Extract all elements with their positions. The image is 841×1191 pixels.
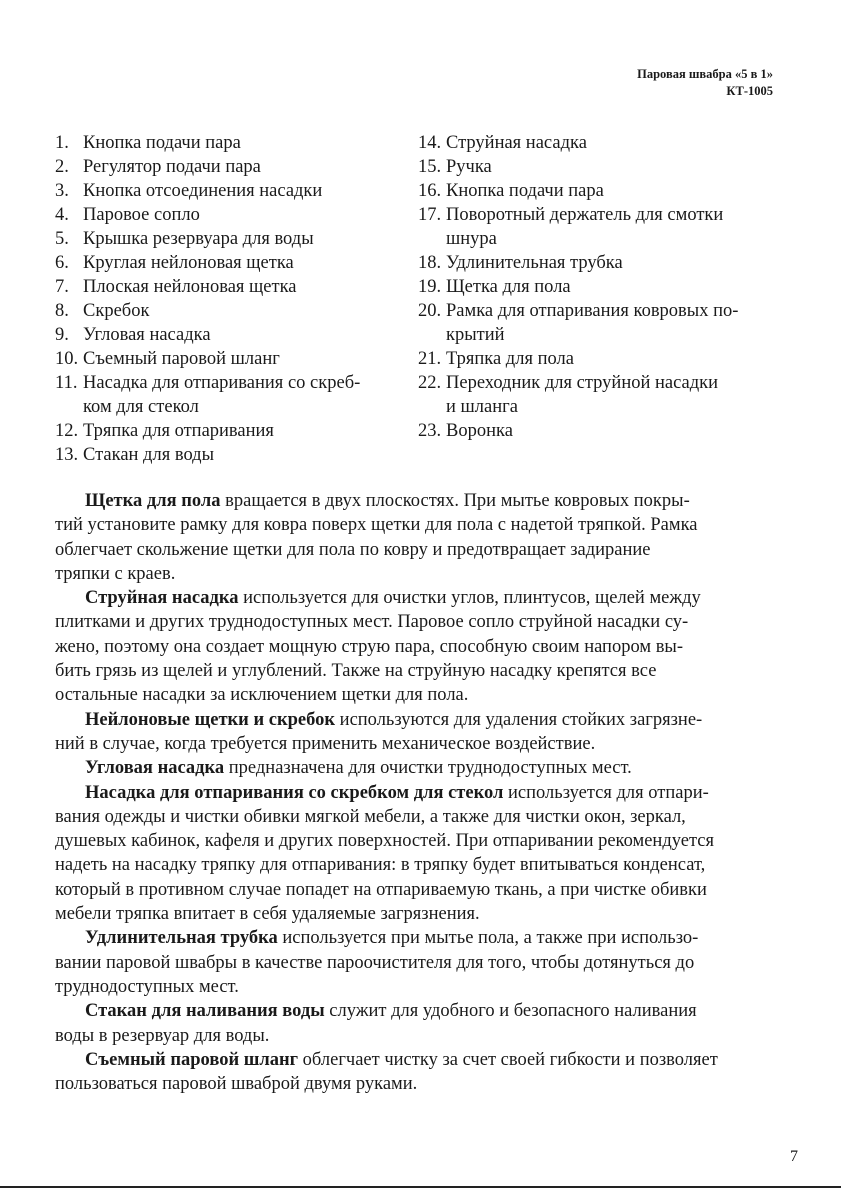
parts-list-item (418, 179, 778, 203)
paragraph-line: пользоваться паровой шваброй двумя руками. (55, 1074, 418, 1095)
paragraph (55, 756, 773, 780)
item-label-line: Кнопка подачи пара (446, 181, 604, 201)
header-title: Паровая швабра «5 в 1» (637, 67, 773, 81)
paragraph-line: который в противном случае попадет на отпариваемую ткань, а при чистке обивки (55, 879, 707, 900)
item-number: 3. (55, 181, 69, 201)
paragraph (55, 708, 773, 757)
item-number: 13. (55, 445, 79, 465)
item-number: 5. (55, 229, 69, 249)
paragraph-line: душевых кабинок, кафеля и других поверхностей. При отпаривании рекомендуется (55, 831, 714, 852)
item-number: 14. (418, 133, 442, 153)
paragraph-first-line (55, 756, 773, 780)
item-label-line: Стакан для воды (83, 445, 215, 465)
item-label (446, 275, 778, 299)
item-label-line: Ручка (446, 157, 492, 177)
paragraph-line: бить грязь из щелей и углублений. Также на струйную насадку крепятся все (55, 661, 657, 682)
paragraph-first-text: служит для удобного и безопасного наливания (324, 1001, 697, 1022)
item-number: 15. (418, 157, 442, 177)
item-number: 21. (418, 349, 442, 369)
item-label-line: Паровое сопло (83, 205, 200, 225)
item-label-line: Рамка для отпаривания ковровых по- (446, 301, 739, 321)
parts-list-item (55, 275, 395, 299)
item-label-line: Круглая нейлоновая щетка (83, 253, 294, 273)
item-label-line: Плоская нейлоновая щетка (83, 277, 297, 297)
item-label-line: Крышка резервуара для воды (83, 229, 314, 249)
item-number: 23. (418, 421, 442, 441)
item-label (446, 419, 778, 443)
item-label (83, 131, 395, 155)
item-label (83, 323, 395, 347)
item-number: 11. (55, 373, 78, 393)
parts-list-item (55, 347, 395, 371)
item-label (83, 371, 395, 419)
item-number: 19. (418, 277, 442, 297)
item-label (83, 443, 395, 467)
item-label (83, 347, 395, 371)
item-label (83, 275, 395, 299)
item-label (446, 347, 778, 371)
item-label-line: Насадка для отпаривания со скреб- (83, 373, 361, 393)
parts-list-item (55, 179, 395, 203)
header-model: КТ-1005 (726, 84, 773, 98)
parts-list-item (55, 203, 395, 227)
item-label-line: Кнопка подачи пара (83, 133, 241, 153)
parts-list-item (418, 131, 778, 155)
item-label-line: Угловая насадка (83, 325, 211, 345)
parts-list-item (418, 419, 778, 443)
parts-list-item (418, 347, 778, 371)
item-label-line: крытий (446, 325, 505, 345)
parts-list-item (55, 251, 395, 275)
paragraph-line: ний в случае, когда требуется применить механическое воздействие. (55, 733, 596, 754)
item-label (83, 155, 395, 179)
item-label (446, 131, 778, 155)
parts-list-item (55, 299, 395, 323)
paragraph-line: плитками и других труднодоступных мест. Паровое сопло струйной насадки су- (55, 612, 689, 633)
item-label (446, 299, 778, 347)
paragraph-first-line (55, 781, 773, 805)
parts-list-item (418, 299, 778, 347)
parts-list-item (55, 155, 395, 179)
item-label-line: Регулятор подачи пара (83, 157, 261, 177)
item-label (83, 251, 395, 275)
item-label (446, 251, 778, 275)
item-number: 2. (55, 157, 69, 177)
paragraph-line: жено, поэтому она создает мощную струю пара, способную своим напором вы- (55, 636, 684, 657)
parts-list-item (418, 155, 778, 179)
parts-list-item (55, 131, 395, 155)
description-text (55, 489, 773, 1096)
parts-list-item (55, 443, 395, 467)
item-label-line: Скребок (83, 301, 150, 321)
item-number: 8. (55, 301, 69, 321)
paragraph-first-text: облегчает чистку за счет своей гибкости и позволяет (298, 1049, 718, 1070)
parts-list-item (55, 371, 395, 419)
page-number: 7 (790, 1148, 798, 1165)
item-label (446, 155, 778, 179)
item-number: 7. (55, 277, 69, 297)
paragraph-lead: Насадка для отпаривания со скребком для стекол (85, 782, 504, 803)
item-number: 9. (55, 325, 69, 345)
paragraph-lead: Стакан для наливания воды (85, 1001, 325, 1022)
item-number: 17. (418, 205, 442, 225)
item-label-line: Кнопка отсоединения насадки (83, 181, 323, 201)
paragraph-first-text: используется для очистки углов, плинтусов, щелей между (238, 588, 701, 609)
item-label (83, 299, 395, 323)
item-label (83, 203, 395, 227)
paragraph-line: остальные насадки за исключением щетки для пола. (55, 685, 469, 706)
item-number: 10. (55, 349, 79, 369)
item-label-line: Поворотный держатель для смотки (446, 205, 724, 225)
item-label-line: Тряпка для пола (446, 349, 574, 369)
paragraph-line: мебели тряпка впитает в себя удаляемые загрязнения. (55, 904, 480, 925)
bottom-rule (0, 1186, 841, 1188)
parts-list-right (418, 131, 778, 443)
paragraph-first-line (55, 1048, 773, 1072)
item-label-line: Съемный паровой шланг (83, 349, 280, 369)
item-label (446, 371, 778, 419)
item-number: 22. (418, 373, 442, 393)
paragraph (55, 489, 773, 586)
item-label (83, 227, 395, 251)
paragraph (55, 781, 773, 927)
paragraph-lead: Струйная насадка (85, 588, 239, 609)
paragraph-first-line (55, 708, 773, 732)
item-label (83, 419, 395, 443)
item-label-line: Щетка для пола (446, 277, 571, 297)
parts-list-item (418, 371, 778, 419)
paragraph-lead: Угловая насадка (85, 758, 225, 779)
item-label-line: Удлинительная трубка (446, 253, 623, 273)
paragraph-lead: Нейлоновые щетки и скребок (85, 709, 336, 730)
paragraph-first-text: предназначена для очистки труднодоступных мест. (224, 758, 632, 779)
paragraph-first-line (55, 586, 773, 610)
paragraph-line: труднодоступных мест. (55, 976, 239, 997)
paragraph-first-text: используется при мытье пола, а также при использо- (277, 928, 699, 949)
item-number: 18. (418, 253, 442, 273)
item-number: 16. (418, 181, 442, 201)
paragraph-lead: Щетка для пола (85, 491, 221, 511)
item-label-line: Струйная насадка (446, 133, 587, 153)
item-label-line: шнура (446, 229, 497, 249)
paragraph (55, 1048, 773, 1097)
parts-list-item (418, 275, 778, 299)
paragraph-line: воды в резервуар для воды. (55, 1025, 270, 1046)
paragraph-line: надеть на насадку тряпку для отпаривания: в тряпку будет впитываться конденсат, (55, 855, 706, 876)
paragraph-line: тряпки с краев. (55, 563, 176, 584)
paragraph-line: тий установите рамку для ковра поверх щетки для пола с надетой тряпкой. Рамка (55, 515, 698, 536)
paragraph-line: вания одежды и чистки обивки мягкой мебели, а также для чистки окон, зеркал, (55, 806, 686, 827)
item-label-line: и шланга (446, 397, 518, 417)
parts-list-item (55, 419, 395, 443)
item-number: 1. (55, 133, 69, 153)
item-label-line: Воронка (446, 421, 513, 441)
paragraph (55, 926, 773, 999)
item-number: 4. (55, 205, 69, 225)
item-label (83, 179, 395, 203)
parts-list-left (55, 131, 395, 467)
page-header (637, 66, 773, 100)
paragraph-first-text: используются для удаления стойких загрязне- (335, 709, 703, 730)
paragraph-line: вании паровой швабры в качестве пароочистителя для того, чтобы дотянуться до (55, 952, 695, 973)
paragraph-first-text: вращается в двух плоскостях. При мытье ковровых покры- (220, 491, 690, 511)
paragraph-lead: Съемный паровой шланг (85, 1049, 299, 1070)
paragraph (55, 586, 773, 707)
parts-list-item (418, 203, 778, 251)
paragraph (55, 999, 773, 1048)
parts-list-item (55, 227, 395, 251)
paragraph-first-text: используется для отпари- (503, 782, 709, 803)
item-number: 20. (418, 301, 442, 321)
item-label-line: ком для стекол (83, 397, 199, 417)
paragraph-first-line (55, 999, 773, 1023)
paragraph-lead: Удлинительная трубка (85, 928, 278, 949)
item-label-line: Тряпка для отпаривания (83, 421, 274, 441)
item-label-line: Переходник для струйной насадки (446, 373, 719, 393)
paragraph-line: облегчает скольжение щетки для пола по ковру и предотвращает задирание (55, 539, 651, 560)
item-label (446, 203, 778, 251)
paragraph-first-line (55, 926, 773, 950)
item-number: 12. (55, 421, 79, 441)
paragraph-first-line (55, 489, 773, 513)
parts-list-item (55, 323, 395, 347)
item-number: 6. (55, 253, 69, 273)
item-label (446, 179, 778, 203)
parts-list-item (418, 251, 778, 275)
